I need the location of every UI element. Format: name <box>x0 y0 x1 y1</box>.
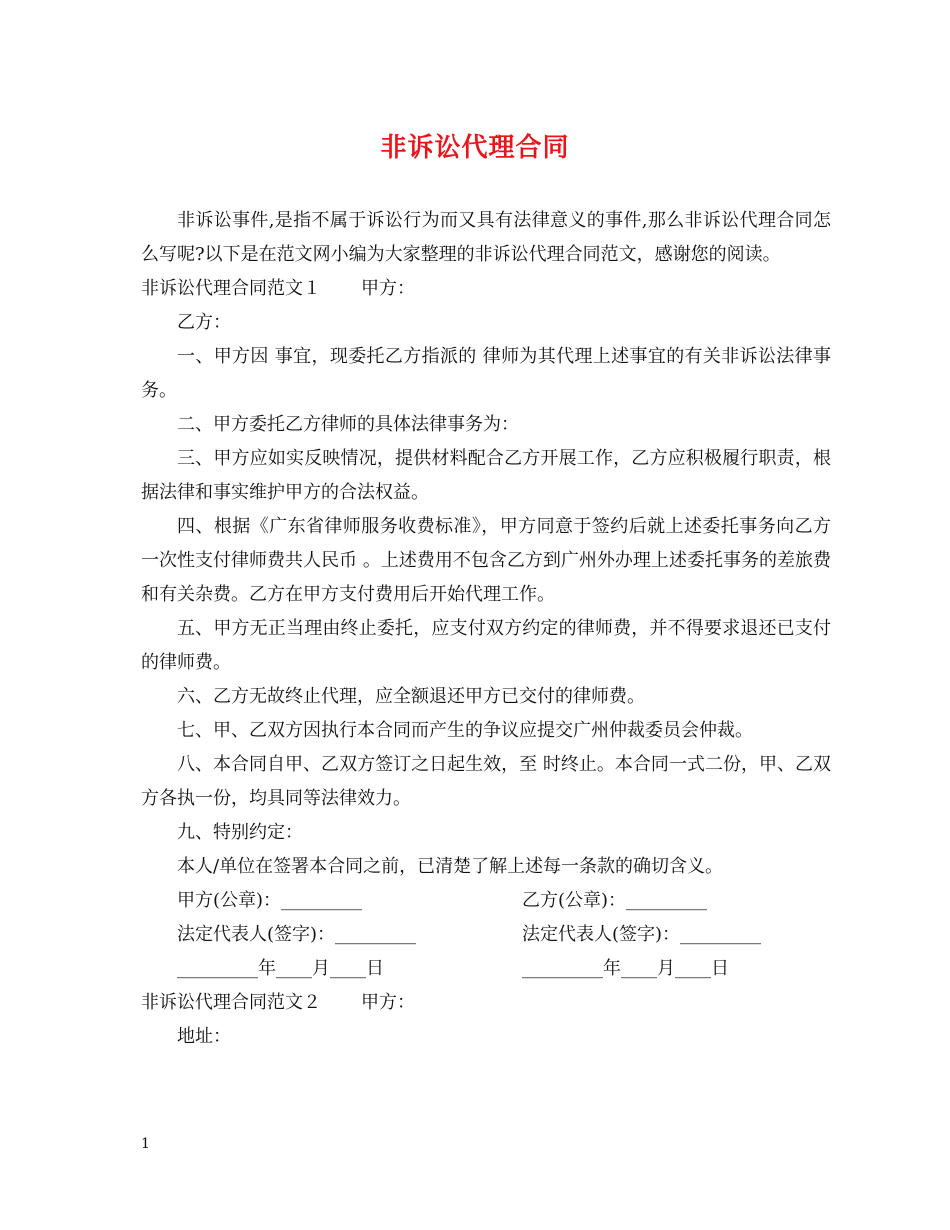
sample2-heading: 非诉讼代理合同范文２ <box>141 992 321 1013</box>
clause-2: 二、甲方委托乙方律师的具体法律事务为： <box>177 414 519 435</box>
acknowledgement: 本人/单位在签署本合同之前，已清楚了解上述每一条款的确切含义。 <box>177 856 724 877</box>
party-b-representative: 法定代表人(签字)：_________ <box>522 924 762 945</box>
clause-8: 八、本合同自甲、乙双方签订之日起生效，至 时终止。本合同一式二份，甲、乙双方各执一份，均具同等法律效力。 <box>141 754 831 809</box>
document-title: 非诉讼代理合同 <box>380 133 570 163</box>
intro-paragraph: 非诉讼事件,是指不属于诉讼行为而又具有法律意义的事件,那么非诉讼代理合同怎么写呢?以下是在范文网小编为大家整理的非诉讼代理合同范文，感谢您的阅读。 <box>141 210 831 265</box>
clause-1: 一、甲方因 事宜，现委托乙方指派的 律师为其代理上述事宜的有关非诉讼法律事务。 <box>141 346 831 401</box>
signature-row-date <box>141 952 831 986</box>
signature-row-seal <box>141 884 831 918</box>
sample1-party-a: 甲方： <box>361 278 415 299</box>
clause-3: 三、甲方应如实反映情况，提供材料配合乙方开展工作，乙方应积极履行职责，根据法律和事实维护甲方的合法权益。 <box>141 448 831 503</box>
sample2-heading-row <box>141 986 831 1020</box>
party-b-date: _________年____月____日 <box>522 958 729 979</box>
clause-5: 五、甲方无正当理由终止委托，应支付双方约定的律师费，并不得要求退还已支付的律师费。 <box>141 618 831 673</box>
party-a-date: _________年____月____日 <box>177 958 384 979</box>
document-body <box>141 204 831 1054</box>
clause-4: 四、根据《广东省律师服务收费标准》，甲方同意于签约后就上述委托事务向乙方一次性支付律师费共人民币 。上述费用不包含乙方到广州外办理上述委托事务的差旅费和有关杂费。乙方在甲方支付费用后开始代理工作。 <box>141 516 831 605</box>
clause-9: 九、特别约定： <box>177 822 303 843</box>
sample2-party-a: 甲方： <box>361 992 415 1013</box>
party-a-representative: 法定代表人(签字)：_________ <box>177 924 417 945</box>
signature-row-representative <box>141 918 831 952</box>
sample1-party-b: 乙方： <box>177 312 231 333</box>
party-a-seal: 甲方(公章)：_________ <box>177 890 363 911</box>
clause-7: 七、甲、乙双方因执行本合同而产生的争议应提交广州仲裁委员会仲裁。 <box>177 720 753 741</box>
sample1-heading: 非诉讼代理合同范文１ <box>141 278 321 299</box>
page-number: 1 <box>141 1136 150 1152</box>
clause-6: 六、乙方无故终止代理，应全额退还甲方已交付的律师费。 <box>177 686 645 707</box>
party-b-seal: 乙方(公章)：_________ <box>522 890 708 911</box>
sample2-address: 地址： <box>177 1026 231 1047</box>
sample1-heading-row <box>141 272 831 306</box>
